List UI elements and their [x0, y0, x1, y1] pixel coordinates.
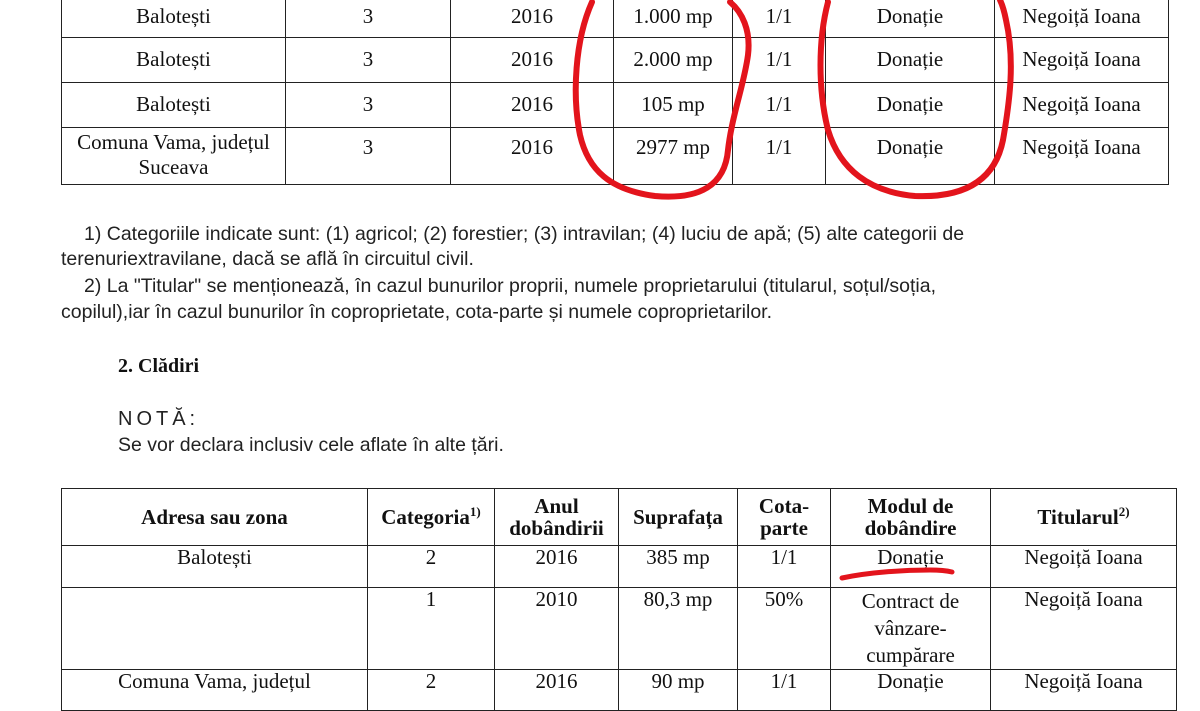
land-table [61, 0, 1169, 185]
cell-address: Balotești [62, 38, 286, 83]
cell-category: 3 [286, 0, 451, 38]
header-mode-line: Modul de [867, 494, 954, 518]
cell-address [62, 128, 286, 185]
header-area: Suprafața [619, 489, 738, 546]
cell-year: 2016 [495, 546, 619, 588]
header-category [368, 489, 495, 546]
cell-share: 1/1 [733, 83, 826, 128]
cell-area: 1.000 mp [614, 0, 733, 38]
table-row [62, 588, 1177, 670]
cell-category: 3 [286, 38, 451, 83]
cell-share: 1/1 [738, 670, 831, 711]
header-share-line: Cota- [758, 494, 810, 518]
table-row [62, 546, 1177, 588]
cell-owner: Negoiță Ioana [991, 670, 1177, 711]
cell-owner: Negoiță Ioana [991, 588, 1177, 670]
nota-text: Se vor declara inclusiv cele aflate în alte țări. [118, 434, 504, 456]
cell-share: 1/1 [733, 38, 826, 83]
cell-year: 2016 [451, 0, 614, 38]
address-line: Suceava [138, 155, 209, 179]
cell-acquisition: Donație [831, 546, 991, 588]
cell-share: 1/1 [733, 0, 826, 38]
header-share [738, 489, 831, 546]
address-line: Comuna Vama, județul [77, 130, 270, 154]
cell-area: 105 mp [614, 83, 733, 128]
header-category-label: Categoria [381, 505, 470, 529]
cell-owner: Negoiță Ioana [995, 38, 1169, 83]
cell-area: 2.000 mp [614, 38, 733, 83]
acquisition-line: cumpărare [866, 643, 955, 667]
header-year-line: dobândirii [509, 516, 604, 540]
header-year-line: Anul [534, 494, 579, 518]
cell-year: 2010 [495, 588, 619, 670]
cell-acquisition: Donație [826, 83, 995, 128]
cell-share: 1/1 [738, 546, 831, 588]
cell-address: Balotești [62, 546, 368, 588]
cell-address: Comuna Vama, județul [62, 670, 368, 711]
cell-category: 3 [286, 128, 451, 185]
cell-acquisition: Donație [831, 670, 991, 711]
table-header-row [62, 489, 1177, 546]
nota-label: NOTĂ: [118, 408, 200, 430]
cell-owner: Negoiță Ioana [995, 83, 1169, 128]
footnote-2-line-1: 2) La "Titular" se menționează, în cazul bunurilor proprii, numele proprietarului (titularul, soțul/soția, [84, 275, 937, 297]
table-row [62, 83, 1169, 128]
buildings-table [61, 488, 1177, 711]
cell-area: 385 mp [619, 546, 738, 588]
header-year [495, 489, 619, 546]
cell-area: 2977 mp [614, 128, 733, 185]
cell-year: 2016 [451, 83, 614, 128]
footnote-1-line-2: terenuriextravilane, dacă se află în circuitul civil. [61, 248, 474, 270]
cell-share: 1/1 [733, 128, 826, 185]
cell-category: 1 [368, 588, 495, 670]
acquisition-line: Contract de [861, 589, 960, 613]
footnote-2-line-2: copilul),iar în cazul bunurilor în coproprietate, cota-parte și numele coproprietarilor. [61, 301, 773, 323]
cell-category: 2 [368, 546, 495, 588]
header-address: Adresa sau zona [62, 489, 368, 546]
header-owner-label: Titularul [1037, 505, 1119, 529]
cell-acquisition: Donație [826, 38, 995, 83]
cell-area: 90 mp [619, 670, 738, 711]
cell-address: Balotești [62, 0, 286, 38]
header-acquisition-mode [831, 489, 991, 546]
header-mode-line: dobândire [864, 516, 957, 540]
header-owner [991, 489, 1177, 546]
cell-owner: Negoiță Ioana [995, 128, 1169, 185]
cell-owner: Negoiță Ioana [995, 0, 1169, 38]
cell-year: 2016 [451, 128, 614, 185]
table-row [62, 670, 1177, 711]
cell-year: 2016 [451, 38, 614, 83]
cell-address [62, 588, 368, 670]
cell-address: Balotești [62, 83, 286, 128]
table-row [62, 128, 1169, 185]
table-row [62, 38, 1169, 83]
section-heading: 2. Clădiri [118, 355, 200, 377]
cell-owner: Negoiță Ioana [991, 546, 1177, 588]
footnote-1-line-1: 1) Categoriile indicate sunt: (1) agricol; (2) forestier; (3) intravilan; (4) luciu de apă; (5) alte categorii de [84, 223, 965, 245]
cell-acquisition [831, 588, 991, 670]
cell-area: 80,3 mp [619, 588, 738, 670]
cell-share: 50% [738, 588, 831, 670]
cell-acquisition: Donație [826, 0, 995, 38]
table-row [62, 0, 1169, 38]
acquisition-line: vânzare- [874, 616, 947, 640]
cell-category: 2 [368, 670, 495, 711]
header-share-line: parte [760, 516, 808, 540]
cell-acquisition: Donație [826, 128, 995, 185]
cell-year: 2016 [495, 670, 619, 711]
header-owner-footnote: 2) [1118, 504, 1130, 519]
header-category-footnote: 1) [469, 504, 481, 519]
cell-category: 3 [286, 83, 451, 128]
